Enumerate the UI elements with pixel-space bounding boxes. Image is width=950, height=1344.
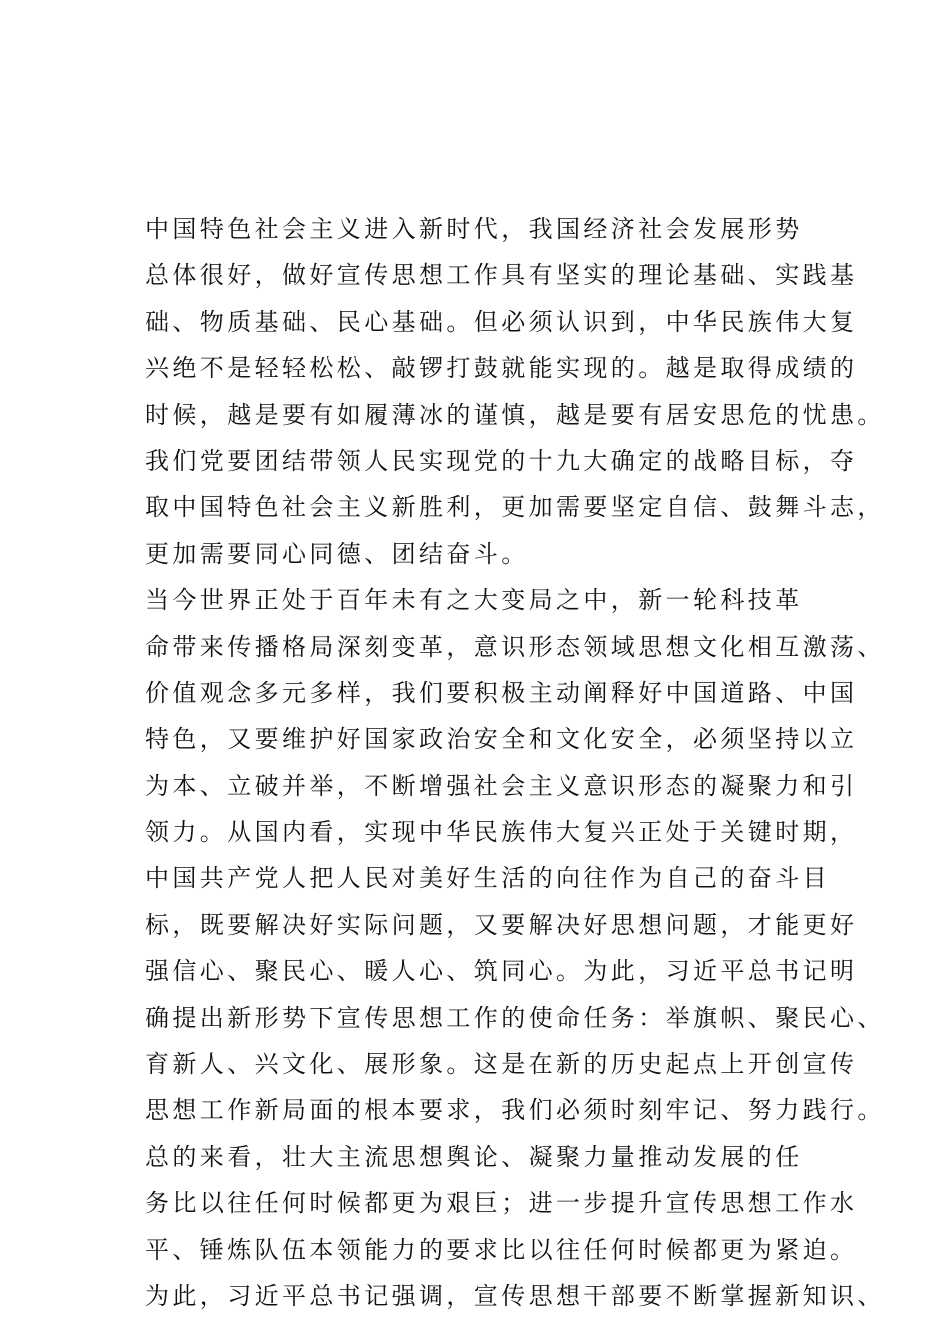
paragraph-line: 命带来传播格局深刻变革，意识形态领域思想文化相互激荡、 [145, 632, 885, 661]
paragraph-line: 取中国特色社会主义新胜利，更加需要坚定自信、鼓舞斗志， [145, 493, 885, 522]
paragraph-line: 务比以往任何时候都更为艰巨；进一步提升宣传思想工作水 [145, 1189, 858, 1218]
paragraph-line: 中国共产党人把人民对美好生活的向往作为自己的奋斗目 [145, 864, 830, 893]
paragraph-line: 为本、立破并举，不断增强社会主义意识形态的凝聚力和引 [145, 771, 858, 800]
paragraph-line: 思想工作新局面的根本要求，我们必须时刻牢记、努力践行。 [145, 1096, 885, 1125]
paragraph-line: 总体很好，做好宣传思想工作具有坚实的理论基础、实践基 [145, 261, 858, 290]
paragraph-1 [145, 206, 885, 577]
paragraph-line: 价值观念多元多样，我们要积极主动阐释好中国道路、中国 [145, 678, 858, 707]
paragraph-line: 确提出新形势下宣传思想工作的使命任务：举旗帜、聚民心、 [145, 1003, 885, 1032]
paragraph-3 [145, 1134, 885, 1320]
paragraph-line: 特色，又要维护好国家政治安全和文化安全，必须坚持以立 [145, 725, 858, 754]
paragraph-line: 兴绝不是轻轻松松、敲锣打鼓就能实现的。越是取得成绩的 [145, 354, 858, 383]
paragraph-line: 础、物质基础、民心基础。但必须认识到，中华民族伟大复 [145, 307, 858, 336]
document-body [145, 206, 885, 1319]
paragraph-line: 总的来看，壮大主流思想舆论、凝聚力量推动发展的任 [145, 1142, 803, 1171]
paragraph-line: 中国特色社会主义进入新时代，我国经济社会发展形势 [145, 215, 803, 243]
paragraph-line: 时候，越是要有如履薄冰的谨慎，越是要有居安思危的忧患。 [145, 400, 885, 429]
paragraph-line: 育新人、兴文化、展形象。这是在新的历史起点上开创宣传 [145, 1050, 858, 1079]
paragraph-2 [145, 577, 885, 1134]
paragraph-line: 更加需要同心同德、团结奋斗。 [145, 539, 529, 568]
paragraph-line: 我们党要团结带领人民实现党的十九大确定的战略目标，夺 [145, 446, 858, 475]
paragraph-line: 为此，习近平总书记强调，宣传思想干部要不断掌握新知识、 [145, 1281, 885, 1310]
paragraph-line: 强信心、聚民心、暖人心、筑同心。为此，习近平总书记明 [145, 957, 858, 986]
paragraph-line: 标，既要解决好实际问题，又要解决好思想问题，才能更好 [145, 910, 858, 939]
paragraph-line: 平、锤炼队伍本领能力的要求比以往任何时候都更为紧迫。 [145, 1235, 858, 1264]
paragraph-line: 领力。从国内看，实现中华民族伟大复兴正处于关键时期， [145, 818, 858, 847]
paragraph-line: 当今世界正处于百年未有之大变局之中，新一轮科技革 [145, 586, 803, 615]
